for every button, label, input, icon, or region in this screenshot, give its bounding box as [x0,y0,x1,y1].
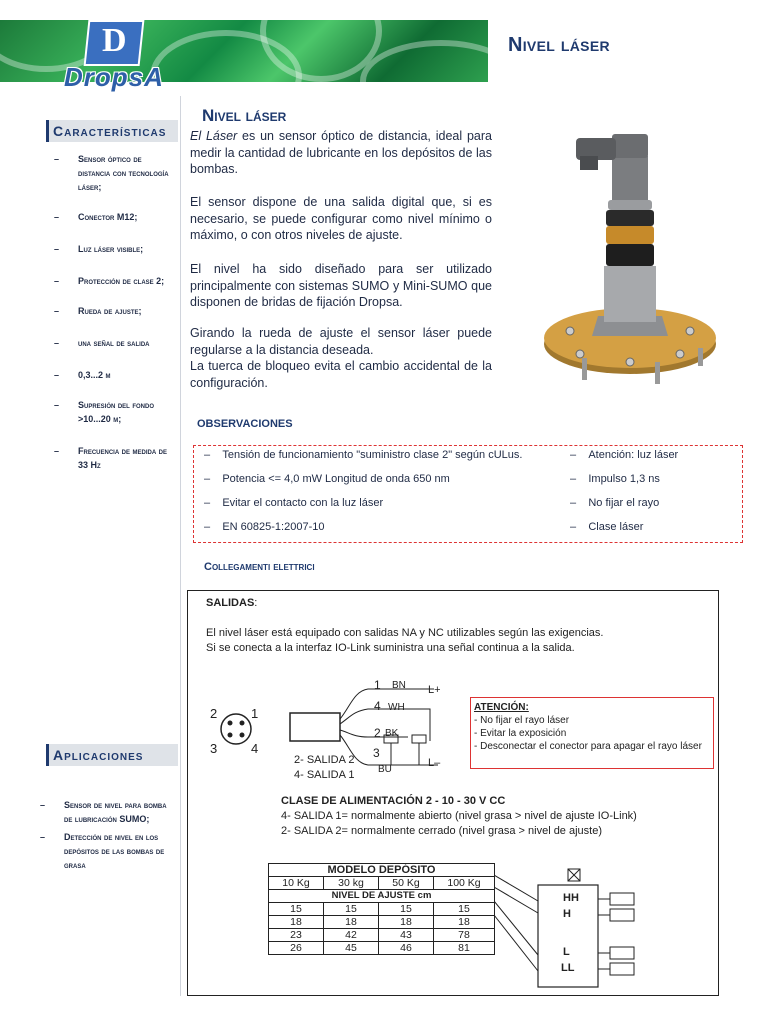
pin-label: 1 [251,706,259,721]
list-item: – Clase láser [570,521,644,533]
supply-output-1: 4- SALIDA 1= normalmente abierto (nivel grasa > nivel de ajuste IO-Link) [281,810,637,822]
list-item: - Desconectar el conector para apagar el rayo láser [474,741,702,752]
wire-number: 2 [374,726,381,740]
wire-color-label: BK [385,728,399,739]
list-item: – Impulso 1,3 ns [570,473,660,485]
wire-color-label: WH [388,702,405,713]
list-item: – 0,3...2 m [54,368,174,382]
list-item: – una señal de salida [54,336,174,350]
output-2-label: 2- SALIDA 2 [294,754,355,766]
features-list [54,152,174,472]
electrical-box [187,590,719,996]
wire-number: 3 [373,746,380,760]
list-item: – Atención: luz láser [570,449,679,461]
supply-class-title: CLASE DE ALIMENTACIÓN 2 - 10 - 30 V CC [281,795,506,807]
table-subtitle: NIVEL DE AJUSTE cm [269,890,495,903]
locknut-paragraph: La tuerca de bloqueo evita el cambio accidental de la configuración. [190,359,492,390]
page-title: Nivel láser [508,34,610,56]
level-label: H [563,908,571,920]
list-item: – No fijar el rayo [570,497,660,509]
tank-levels-table [268,863,495,955]
list-item: – Luz láser visible; [54,242,174,256]
electrical-heading: Collegamenti elettrici [204,561,315,573]
table-title: MODELO DEPÓSITO [269,864,495,877]
pin-label: 2 [210,706,218,721]
list-item: – EN 60825-1:2007-10 [204,521,325,533]
list-item: – Frecuencia de medida de 33 Hz [54,444,174,472]
output-paragraph: El sensor dispone de una salida digital que, si es necesario, se puede configurar como nivel mínimo o máximo, o con otros niveles de ajuste. [190,195,492,242]
level-label: LL [561,962,575,974]
table-row [269,877,495,890]
wire-color-label: BU [378,764,392,775]
intro-text: es un sensor óptico de distancia, ideal para medir la cantidad de lubricante en los depósitos de las bombas. [190,129,492,176]
list-item: - Evitar la exposición [474,728,567,739]
outputs-line-2: Si se conecta a la interfaz IO-Link suministra una señal continua a la salida. [206,642,575,654]
systems-paragraph: El nivel ha sido diseñado para ser utilizado principalmente con sistemas SUMO y Mini-SUMO que disponen de bridas de fijación Dropsa. [190,262,492,309]
adjust-paragraph: Girando la rueda de ajuste el sensor láser puede regularse a la distancia deseada. [190,326,492,357]
brand-logo: D DropsA [64,22,164,92]
wire-color-label: BN [392,680,406,691]
level-label: L [563,946,570,958]
sidebar-divider [180,96,181,996]
list-item: – Evitar el contacto con la luz láser [204,497,384,509]
observations-heading: OBSERVACIONES [197,418,293,430]
table-cell: 50 Kg [379,877,434,890]
applications-heading: Aplicaciones [46,744,178,766]
list-item: – Supresión del fondo >10...20 m; [54,398,174,426]
level-label: HH [563,892,579,904]
table-cell: 100 Kg [434,877,495,890]
observations-box [193,445,743,543]
table-cell: 30 kg [324,877,379,890]
attention-title: ATENCIÓN: [474,702,529,713]
list-item: – Conector M12; [54,210,174,224]
table-row: 23 42 43 78 [269,929,495,942]
pin-label: 4 [251,741,259,756]
list-item: – Rueda de ajuste; [54,304,174,318]
list-item: – Sensor óptico de distancia con tecnología láser; [54,152,174,194]
list-item: – Potencia <= 4,0 mW Longitud de onda 650 nm [204,473,450,485]
attention-box [470,697,714,769]
wire-number: 4 [374,699,381,713]
list-item: – Protección de clase 2; [54,274,174,288]
intro-paragraph [190,128,492,178]
wire-number: 1 [374,678,381,692]
features-heading: Características [46,120,178,142]
table-row: 18 18 18 18 [269,916,495,929]
brand-name: DropsA [64,62,164,92]
negative-label: L– [428,757,441,769]
table-row: 26 45 46 81 [269,942,495,955]
output-1-label: 4- SALIDA 1 [294,769,355,781]
list-item: – Sensor de nivel para bomba de lubricación SUMO; [40,798,170,826]
applications-list [40,798,170,876]
outputs-line-1: El nivel láser está equipado con salidas NA y NC utilizables según las exigencias. [206,627,604,639]
list-item: – Detección de nivel en los depósitos de las bombas de grasa [40,830,170,872]
intro-emphasis: El Láser [190,129,238,143]
list-item: - No fijar el rayo láser [474,715,570,726]
positive-label: L+ [428,684,441,696]
supply-output-2: 2- SALIDA 2= normalmente cerrado (nivel grasa > nivel de ajuste) [281,825,602,837]
table-cell: 10 Kg [269,877,324,890]
laser-sensor-image [540,126,720,388]
list-item: – Tensión de funcionamiento "suministro clase 2" según cULus. [204,449,523,461]
main-heading: Nivel láser [202,106,287,125]
outputs-label: SALIDAS: [206,597,258,609]
pin-label: 3 [210,741,218,756]
table-row: 15 15 15 15 [269,903,495,916]
